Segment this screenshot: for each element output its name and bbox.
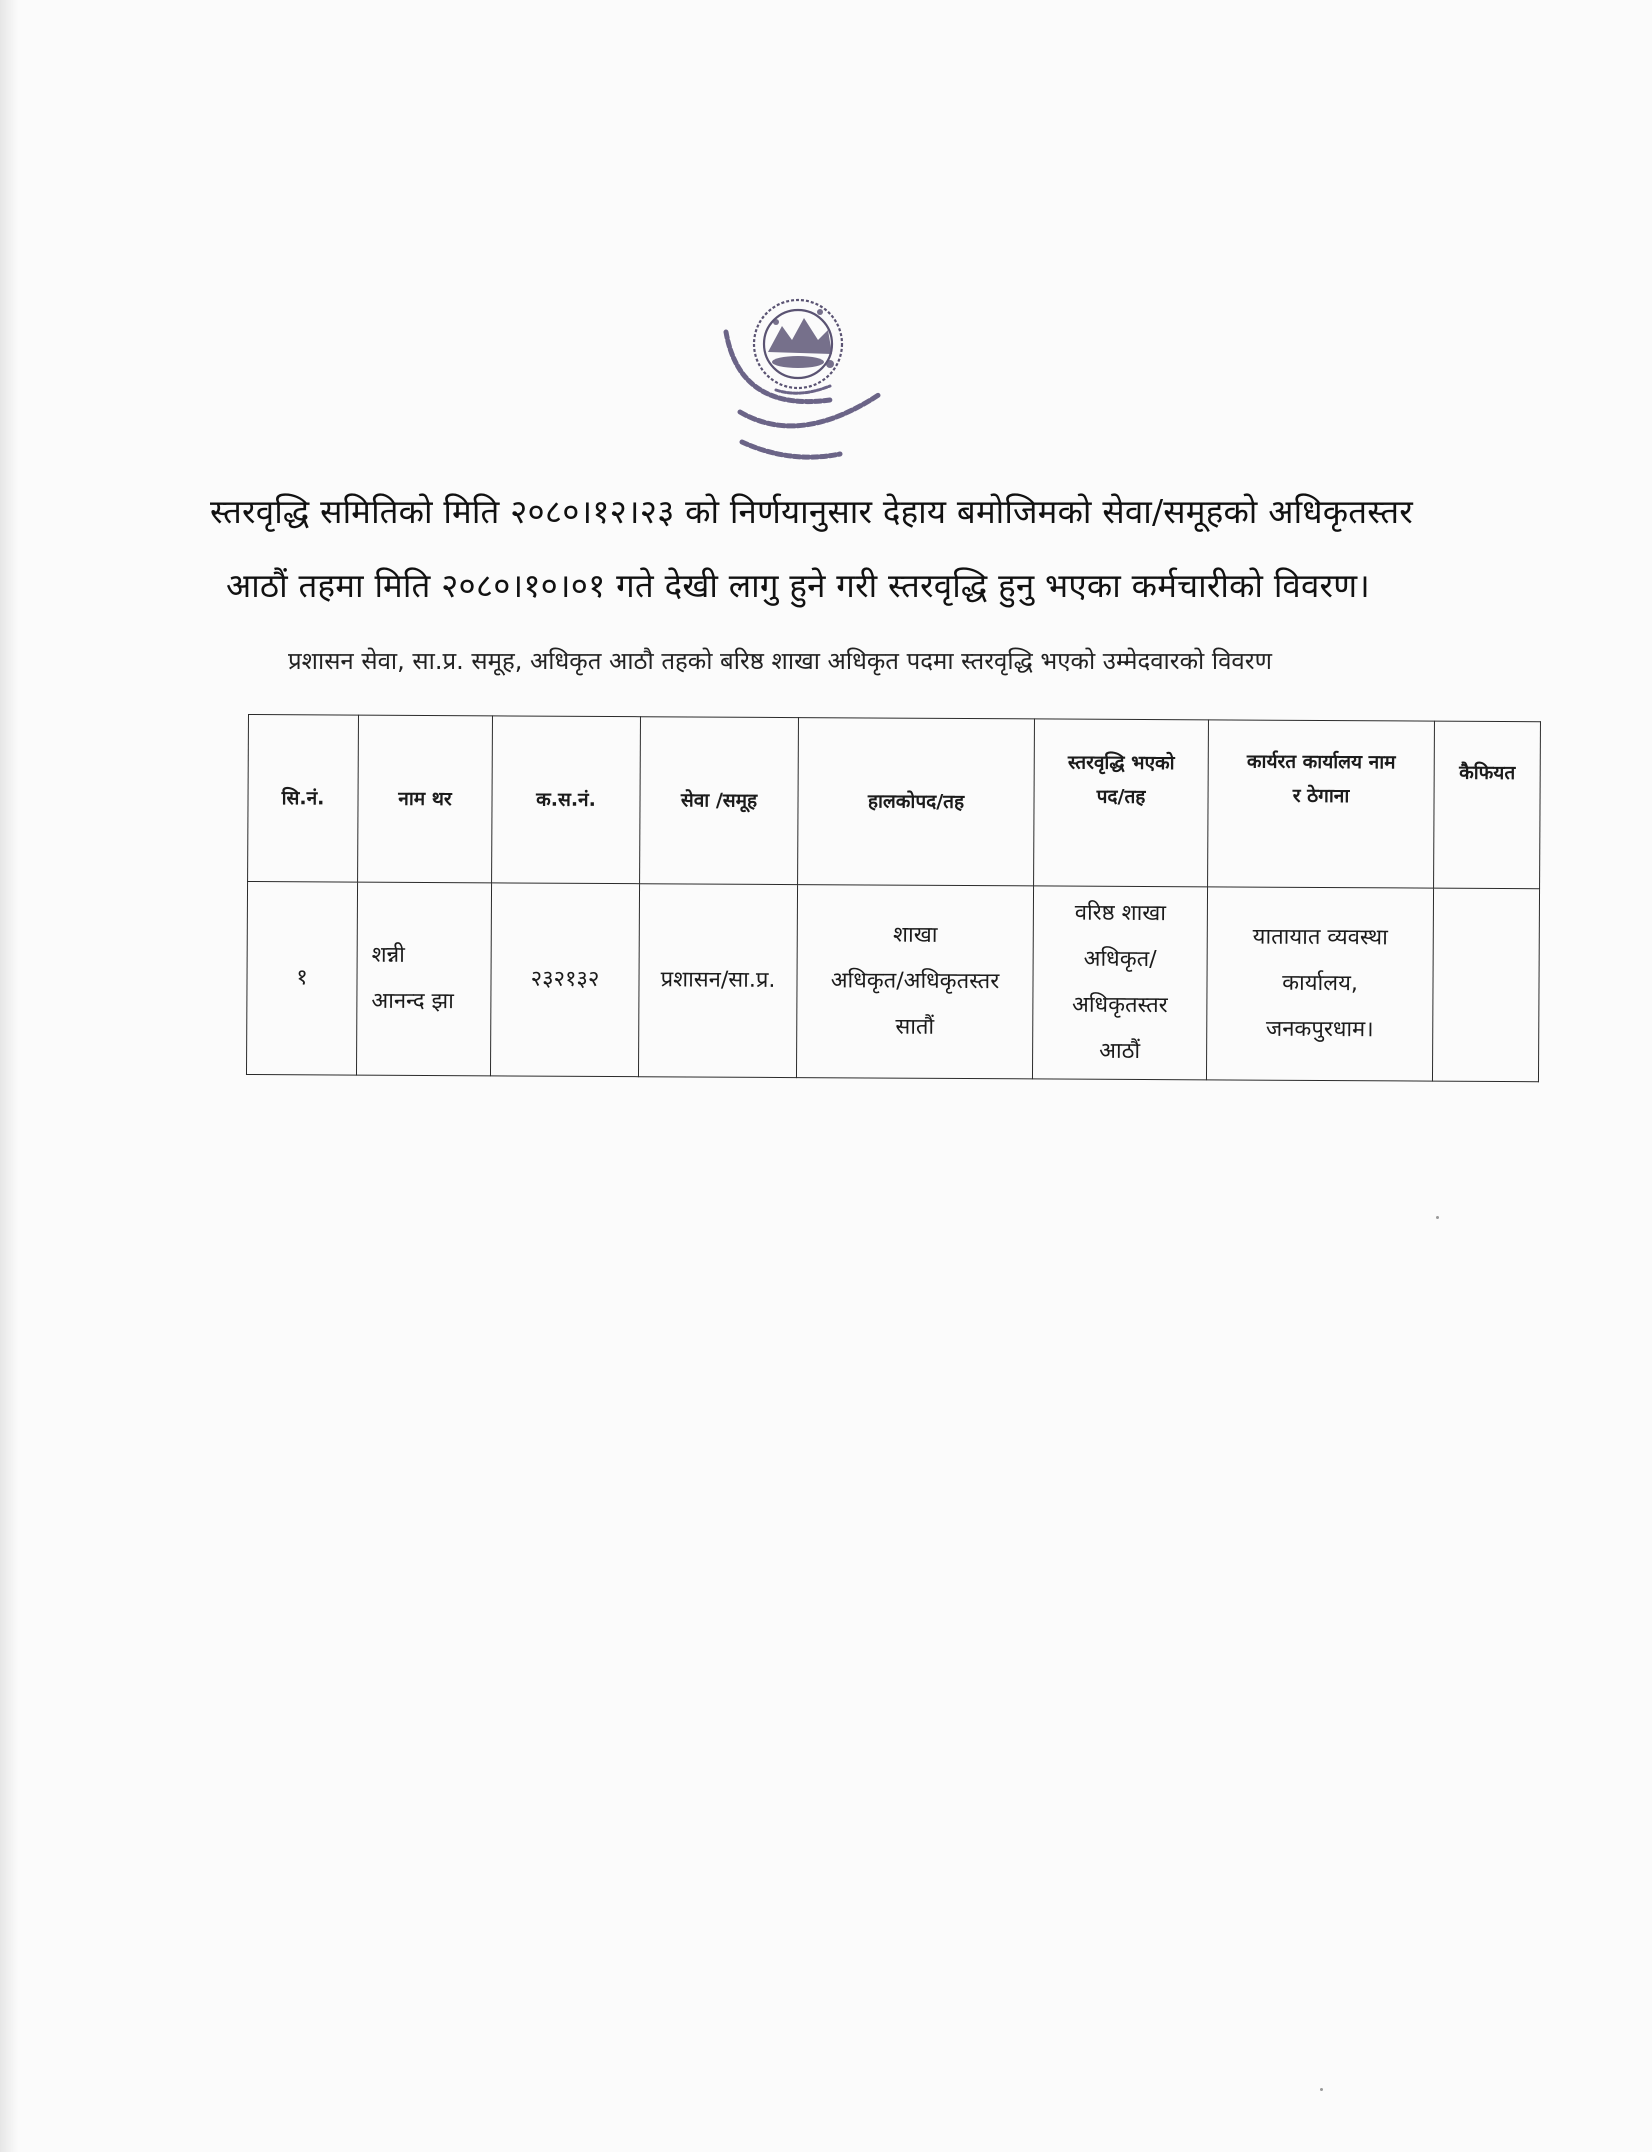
- cell-office-line: यातायात व्यवस्था: [1252, 924, 1388, 951]
- cell-office-line: जनकपुरधाम।: [1265, 1016, 1374, 1043]
- cell-name-line: शन्नी: [371, 942, 405, 968]
- header-sn: सि.नं.: [248, 715, 359, 883]
- cell-new-post-line: आठौं: [1099, 1038, 1141, 1064]
- header-name: नाम थर: [358, 715, 493, 883]
- header-remarks: कैफियत: [1434, 721, 1541, 889]
- cell-current-post: [796, 885, 1033, 1079]
- cell-current-post-line: सातौं: [895, 1014, 935, 1040]
- cell-new-post: [1032, 886, 1207, 1080]
- cell-current-post-line: अधिकृत/अधिकृतस्तर: [830, 968, 1000, 995]
- header-new-post: [1034, 719, 1209, 887]
- cell-office-line: कार्यालय,: [1282, 970, 1358, 997]
- header-ksn: क.स.नं.: [492, 716, 641, 884]
- scan-speck: [1436, 1216, 1439, 1219]
- cell-office: [1206, 887, 1433, 1081]
- table-caption: प्रशासन सेवा, सा.प्र. समूह, अधिकृत आठौ तहको बरिष्ठ शाखा अधिकृत पदमा स्तरवृद्धि भएको उम्मेदवारको विवरण: [288, 647, 1272, 675]
- header-service: सेवा /समूह: [640, 717, 799, 885]
- header-office: [1208, 720, 1435, 888]
- cell-name-line: आनन्द झा: [371, 988, 454, 1015]
- cell-new-post-line: अधिकृतस्तर: [1072, 992, 1168, 1019]
- table-header-row: [248, 715, 1541, 889]
- header-new-post-line: पद/तह: [1096, 785, 1146, 809]
- table-row: [246, 882, 1539, 1082]
- cell-new-post-line: अधिकृत/: [1083, 946, 1157, 973]
- cell-ksn: २३२१३२: [490, 883, 639, 1077]
- cell-service: प्रशासन/सा.प्र.: [638, 884, 797, 1078]
- cell-sn: १: [246, 882, 357, 1076]
- header-current-post: हालकोपद/तह: [798, 718, 1035, 886]
- header-new-post-line: स्तरवृद्धि भएको: [1067, 751, 1175, 775]
- header-office-line: कार्यरत कार्यालय नाम: [1246, 750, 1396, 774]
- office-seal-logo: [680, 282, 910, 472]
- heading-line-2: आठौं तहमा मिति २०८०।१०।०१ गते देखी लागु हुने गरी स्तरवृद्धि हुनु भएका कर्मचारीको विवरण।: [226, 566, 1370, 605]
- header-office-line: र ठेगाना: [1292, 784, 1350, 808]
- cell-remarks: [1432, 888, 1539, 1082]
- scan-speck: [1320, 2088, 1323, 2091]
- cell-current-post-line: शाखा: [893, 922, 938, 948]
- scan-edge-shadow: [0, 0, 18, 2152]
- cell-new-post-line: वरिष्ठ शाखा: [1074, 900, 1167, 927]
- promotion-table: [246, 714, 1540, 1079]
- cell-name: [356, 882, 491, 1076]
- heading-line-1: स्तरवृद्धि समितिको मिति २०८०।१२।२३ को निर्णयानुसार देहाय बमोजिमको सेवा/समूहको अधिकृतस्तर: [210, 492, 1413, 531]
